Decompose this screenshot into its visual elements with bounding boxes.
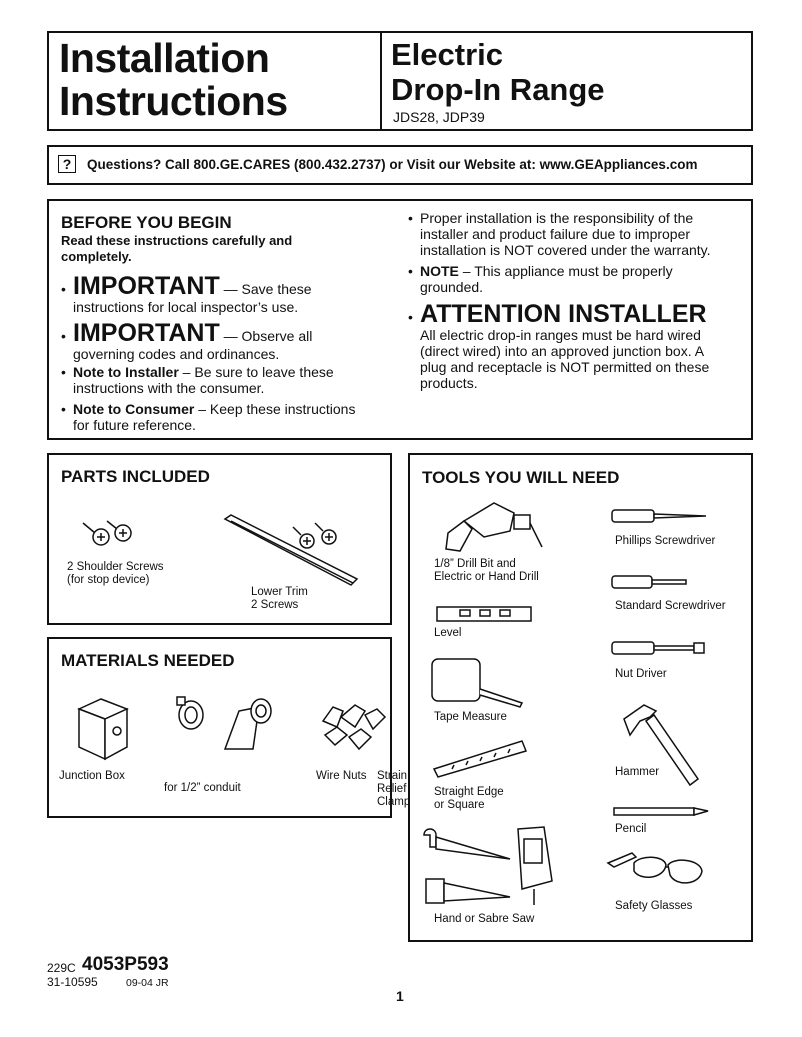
before-intro: Read these instructions carefully and completely.	[61, 233, 293, 264]
question-icon: ?	[58, 155, 76, 173]
title-block	[47, 31, 753, 131]
part-number-prefix: 229C	[47, 961, 76, 975]
important-codes-item: • IMPORTANT — Observe all governing codes and ordinances.	[61, 319, 313, 362]
standard-screwdriver-icon	[610, 573, 690, 593]
pencil-icon	[612, 805, 712, 819]
safety-glasses-icon	[606, 849, 716, 899]
hammer-caption: Hammer	[615, 766, 660, 778]
important-save-item: • IMPORTANT — Save these instructions for local inspector’s use.	[61, 272, 312, 315]
strain-relief-caption: Strain Relief Clamp	[377, 770, 411, 808]
shoulder-screws-icon	[79, 517, 139, 557]
part-number: 4053P593	[82, 954, 169, 975]
safety-glasses-caption: Safety Glasses	[615, 900, 693, 912]
lower-trim-icon	[221, 513, 361, 593]
pencil-caption: Pencil	[615, 823, 647, 835]
title-divider	[380, 33, 382, 129]
tools-needed-section	[408, 453, 753, 942]
note-to-consumer-item: • Note to Consumer – Keep these instructions for future reference.	[61, 401, 356, 433]
phillips-screwdriver-icon	[610, 507, 710, 527]
straight-edge-caption: Straight Edge or Square	[434, 786, 504, 811]
note-to-installer-item: • Note to Installer – Be sure to leave these instructions with the consumer.	[61, 364, 334, 396]
attention-installer-item: • ATTENTION INSTALLER All electric drop-in ranges must be hard wired (direct wired) into an approved junction box. A plug and receptacle is NOT permitted on these products.	[408, 300, 710, 391]
wire-nuts-caption: Wire Nuts	[316, 770, 367, 782]
materials-heading: MATERIALS NEEDED	[61, 651, 235, 670]
document-title: Installation Instructions	[59, 35, 288, 124]
junction-box-caption: Junction Box	[59, 770, 125, 782]
saw-icon	[418, 825, 578, 909]
junction-box-icon	[75, 695, 135, 765]
wire-nuts-icon	[319, 701, 389, 761]
tape-measure-caption: Tape Measure	[434, 711, 507, 723]
strain-relief-clamp-icon	[167, 689, 287, 759]
document-number: 31-10595	[47, 975, 98, 989]
tools-heading: TOOLS YOU WILL NEED	[422, 468, 620, 487]
proper-installation-item: • Proper installation is the responsibility of the installer and product failure due to improper installation is NOT covered under the warranty.	[408, 210, 711, 258]
shoulder-screws-caption: 2 Shoulder Screws (for stop device)	[67, 561, 164, 586]
parts-heading: PARTS INCLUDED	[61, 467, 210, 486]
grounding-note-item: • NOTE – This appliance must be properly grounded.	[408, 263, 673, 295]
conduit-caption: for 1/2” conduit	[164, 782, 241, 794]
phillips-caption: Phillips Screwdriver	[615, 535, 716, 547]
drill-icon	[438, 499, 548, 559]
before-you-begin-section	[47, 199, 753, 440]
lower-trim-caption: Lower Trim 2 Screws	[251, 586, 308, 611]
drill-caption: 1/8” Drill Bit and Electric or Hand Drill	[434, 558, 539, 583]
standard-caption: Standard Screwdriver	[615, 600, 726, 612]
straight-edge-icon	[432, 739, 532, 779]
questions-text: Questions? Call 800.GE.CARES (800.432.2737) or Visit our Website at: www.GEAppliances.com	[87, 157, 698, 172]
materials-needed-section	[47, 637, 411, 818]
document-date: 09-04 JR	[126, 977, 169, 989]
product-title: Electric Drop-In Range	[391, 37, 605, 107]
page-number: 1	[396, 988, 404, 1004]
tape-measure-icon	[430, 655, 530, 715]
parts-included-section	[47, 453, 392, 625]
before-heading: BEFORE YOU BEGIN	[61, 213, 232, 232]
model-numbers: JDS28, JDP39	[393, 109, 485, 125]
level-icon	[436, 605, 536, 625]
nut-driver-icon	[610, 639, 710, 659]
nut-driver-caption: Nut Driver	[615, 668, 667, 680]
saw-caption: Hand or Sabre Saw	[434, 913, 535, 925]
questions-bar	[47, 145, 753, 185]
level-caption: Level	[434, 627, 462, 639]
